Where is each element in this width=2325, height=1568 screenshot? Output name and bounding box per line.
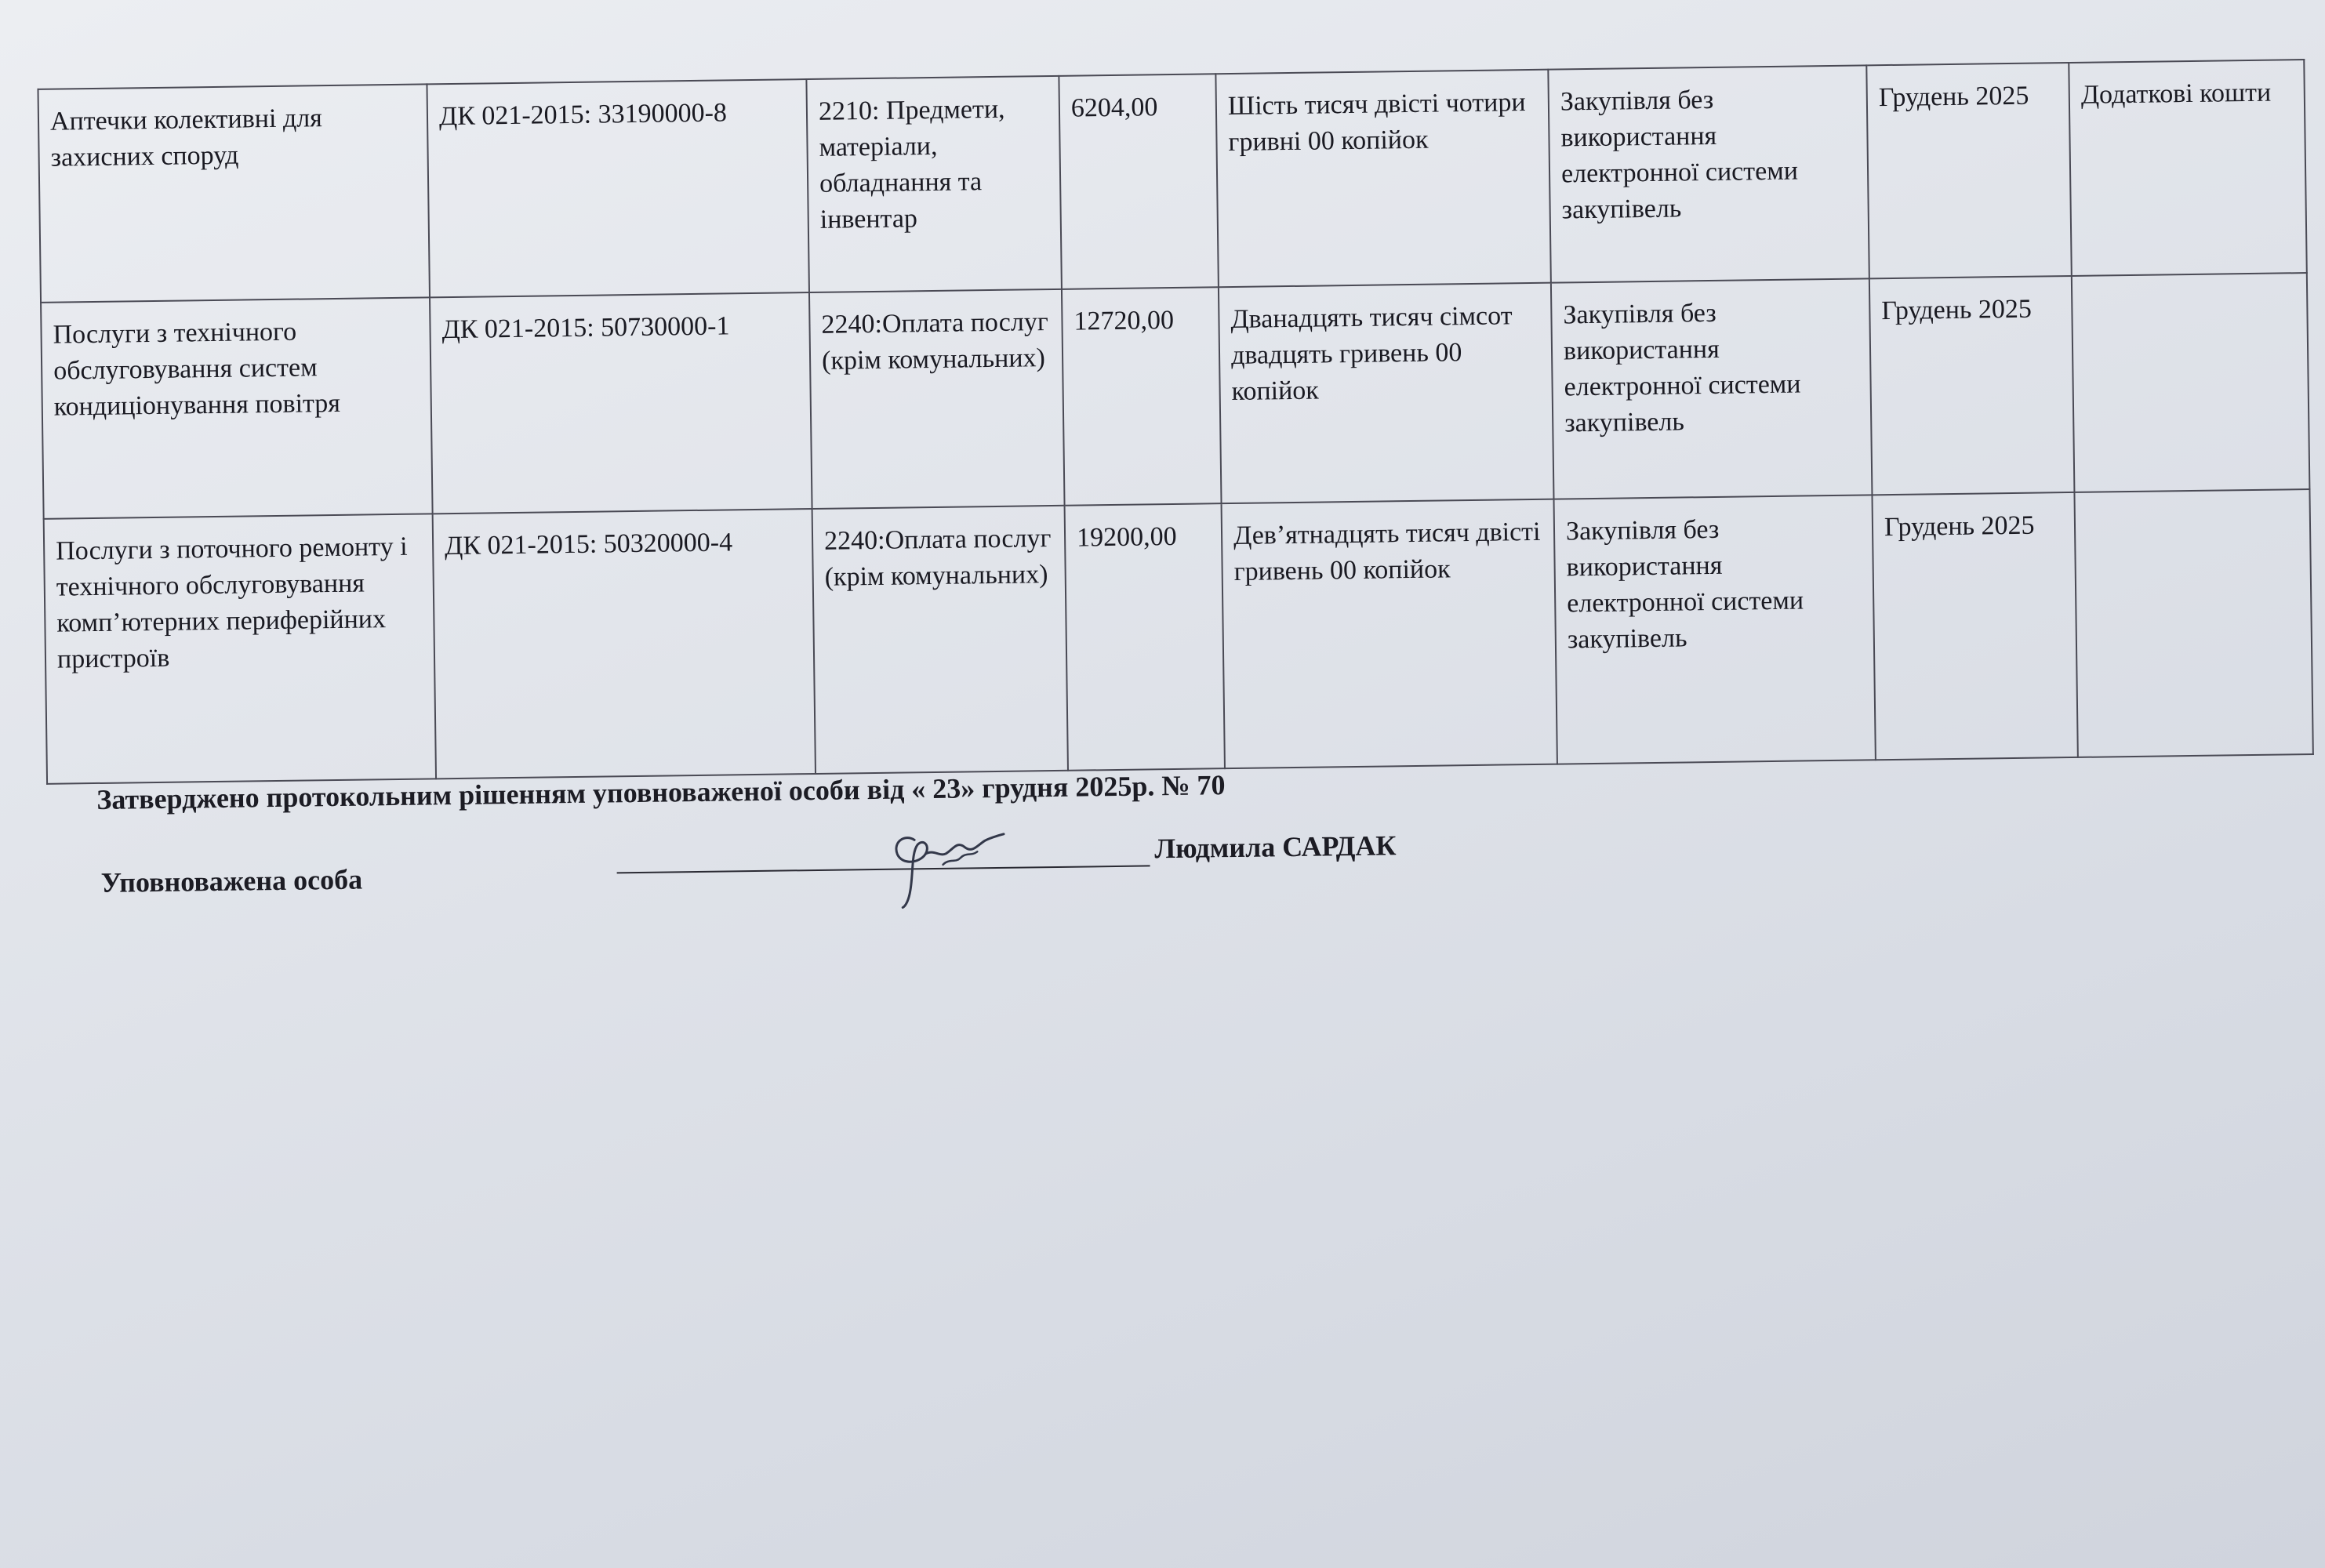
procurement-table (37, 59, 2313, 785)
dk-code-cell: ДК 021-2015: 50320000-4 (433, 509, 816, 779)
note-cell (2074, 489, 2312, 757)
procedure-cell: Закупівля без використання електронної системи закупівель (1551, 278, 1873, 499)
date-cell: Грудень 2025 (1872, 492, 2077, 760)
document-sheet (31, 0, 2317, 941)
authorized-person-name: Людмила САРДАК (1154, 829, 1397, 865)
date-cell: Грудень 2025 (1866, 63, 2072, 278)
kekv-cell: 2240:Оплата послуг (крім комунальних) (812, 506, 1068, 774)
amount-cell: 12720,00 (1062, 287, 1222, 506)
dk-code-cell: ДК 021-2015: 33190000-8 (427, 79, 809, 297)
table-row (44, 489, 2313, 784)
kekv-cell: 2240:Оплата послуг (крім комунальних) (809, 289, 1065, 509)
procedure-cell: Закупівля без використання електронної системи закупівель (1553, 495, 1875, 764)
approval-statement: Затверджено протокольним рішенням уповноваженої особи від « 23» грудня 2025р. № 70 (96, 769, 1226, 815)
kekv-cell: 2210: Предмети, матеріали, обладнання та інвентар (806, 76, 1062, 292)
dk-code-cell: ДК 021-2015: 50730000-1 (430, 292, 812, 514)
table-row (38, 60, 2306, 303)
amount-words-cell: Дванадцять тисяч сімсот двадцять гривень 00 копійок (1219, 283, 1554, 504)
note-cell (2072, 273, 2310, 492)
signature-mark (874, 817, 1024, 913)
item-name-cell: Послуги з поточного ремонту і технічного обслуговування комп’ютерних периферійних пристроїв (44, 514, 436, 783)
authorized-person-label: Уповноважена особа (100, 863, 363, 898)
amount-words-cell: Дев’ятнадцять тисяч двісті гривень 00 копійок (1222, 499, 1557, 769)
date-cell: Грудень 2025 (1869, 276, 2075, 495)
table-row (41, 273, 2309, 519)
item-name-cell: Аптечки колективні для захисних споруд (38, 84, 430, 302)
amount-cell: 19200,00 (1065, 503, 1225, 771)
note-cell: Додаткові кошти (2069, 60, 2307, 276)
amount-words-cell: Шість тисяч двісті чотири гривні 00 копійок (1215, 70, 1551, 288)
amount-cell: 6204,00 (1059, 74, 1219, 289)
item-name-cell: Послуги з технічного обслуговування систем кондиціонування повітря (41, 297, 433, 518)
procedure-cell: Закупівля без використання електронної системи закупівель (1548, 65, 1869, 282)
